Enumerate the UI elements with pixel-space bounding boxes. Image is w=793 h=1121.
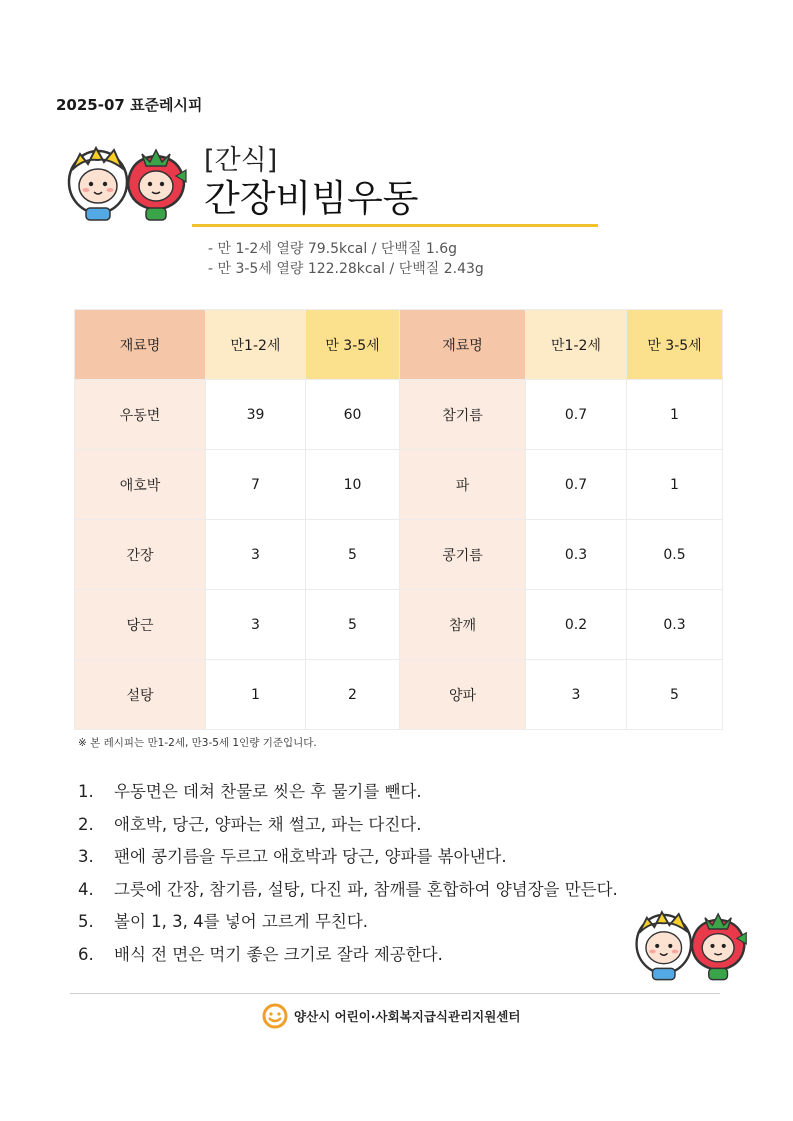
table-row	[75, 590, 723, 660]
table-row	[75, 520, 723, 590]
ingredient-name: 파	[400, 450, 526, 520]
table-row	[75, 450, 723, 520]
amount-age-1-2: 3	[526, 660, 627, 730]
ingredient-name: 콩기름	[400, 520, 526, 590]
recipe-steps	[78, 776, 618, 972]
amount-age-1-2: 7	[206, 450, 306, 520]
footer	[262, 1002, 520, 1030]
amount-age-1-2: 0.7	[526, 450, 627, 520]
ingredient-name: 참기름	[400, 380, 526, 450]
step-text: 팬에 콩기름을 두르고 애호박과 당근, 양파를 볶아낸다.	[114, 847, 507, 867]
step-text: 우동면은 데쳐 찬물로 씻은 후 물기를 뺀다.	[114, 782, 422, 801]
step-number: 6.	[78, 944, 94, 964]
recipe-category: [간식]	[204, 145, 278, 176]
ingredient-name: 우동면	[75, 380, 206, 450]
ingredient-name: 양파	[400, 660, 526, 730]
table-row	[75, 660, 723, 730]
list-item	[78, 939, 618, 972]
amount-age-1-2: 3	[206, 520, 306, 590]
header-ingredient-name: 재료명	[400, 310, 526, 380]
nutrition-line-age-3-5: - 만 3-5세 열량 122.28kcal / 단백질 2.43g	[208, 261, 484, 277]
amount-age-3-5: 1	[627, 450, 723, 520]
list-item	[78, 874, 618, 907]
mascot-characters-icon	[630, 902, 750, 986]
table-header-row	[75, 310, 723, 380]
amount-age-3-5: 5	[306, 520, 400, 590]
recipe-title: 간장비빔우동	[204, 177, 419, 220]
amount-age-1-2: 39	[206, 380, 306, 450]
amount-age-3-5: 5	[306, 590, 400, 660]
ingredient-table	[74, 309, 723, 730]
egg-mascot-icon	[637, 912, 691, 980]
amount-age-3-5: 60	[306, 380, 400, 450]
footer-divider	[70, 993, 720, 994]
step-number: 5.	[78, 912, 94, 932]
list-item	[78, 809, 618, 842]
egg-mascot-icon	[69, 148, 127, 220]
step-text: 볼이 1, 3, 4를 넣어 고르게 무친다.	[114, 912, 369, 932]
strawberry-mascot-icon	[128, 150, 186, 220]
ingredient-name: 당근	[75, 590, 206, 660]
amount-age-3-5: 10	[306, 450, 400, 520]
amount-age-1-2: 0.3	[526, 520, 627, 590]
document-label: 2025-07 표준레시피	[56, 96, 203, 114]
amount-age-1-2: 0.2	[526, 590, 627, 660]
header-age-3-5: 만 3-5세	[627, 310, 723, 380]
step-number: 2.	[78, 814, 94, 834]
ingredient-name: 참깨	[400, 590, 526, 660]
step-text: 애호박, 당근, 양파는 채 썰고, 파는 다진다.	[114, 814, 422, 834]
amount-age-1-2: 1	[206, 660, 306, 730]
ingredient-name: 간장	[75, 520, 206, 590]
table-row	[75, 380, 723, 450]
header-age-1-2: 만1-2세	[206, 310, 306, 380]
recipe-basis-note: ※ 본 레시피는 만1-2세, 만3-5세 1인량 기준입니다.	[78, 737, 317, 749]
amount-age-3-5: 5	[627, 660, 723, 730]
list-item	[78, 776, 618, 809]
amount-age-3-5: 0.5	[627, 520, 723, 590]
step-text: 그릇에 간장, 참기름, 설탕, 다진 파, 참깨를 혼합하여 양념장을 만든다.	[114, 879, 618, 899]
amount-age-3-5: 0.3	[627, 590, 723, 660]
step-number: 3.	[78, 847, 94, 867]
smile-logo-icon	[262, 1003, 288, 1029]
list-item	[78, 841, 618, 874]
ingredient-name: 애호박	[75, 450, 206, 520]
header-age-1-2: 만1-2세	[526, 310, 627, 380]
amount-age-1-2: 3	[206, 590, 306, 660]
nutrition-line-age-1-2: - 만 1-2세 열량 79.5kcal / 단백질 1.6g	[208, 241, 458, 257]
title-underline	[192, 224, 598, 227]
amount-age-1-2: 0.7	[526, 380, 627, 450]
step-number: 4.	[78, 879, 94, 899]
step-number: 1.	[78, 782, 94, 801]
amount-age-3-5: 1	[627, 380, 723, 450]
list-item	[78, 906, 618, 939]
ingredient-name: 설탕	[75, 660, 206, 730]
organization-name: 양산시 어린이·사회복지급식관리지원센터	[294, 1009, 521, 1024]
amount-age-3-5: 2	[306, 660, 400, 730]
header-ingredient-name: 재료명	[75, 310, 206, 380]
step-text: 배식 전 면은 먹기 좋은 크기로 잘라 제공한다.	[114, 944, 443, 964]
strawberry-mascot-icon	[692, 914, 746, 980]
header-age-3-5: 만 3-5세	[306, 310, 400, 380]
mascot-characters-icon	[62, 140, 190, 224]
